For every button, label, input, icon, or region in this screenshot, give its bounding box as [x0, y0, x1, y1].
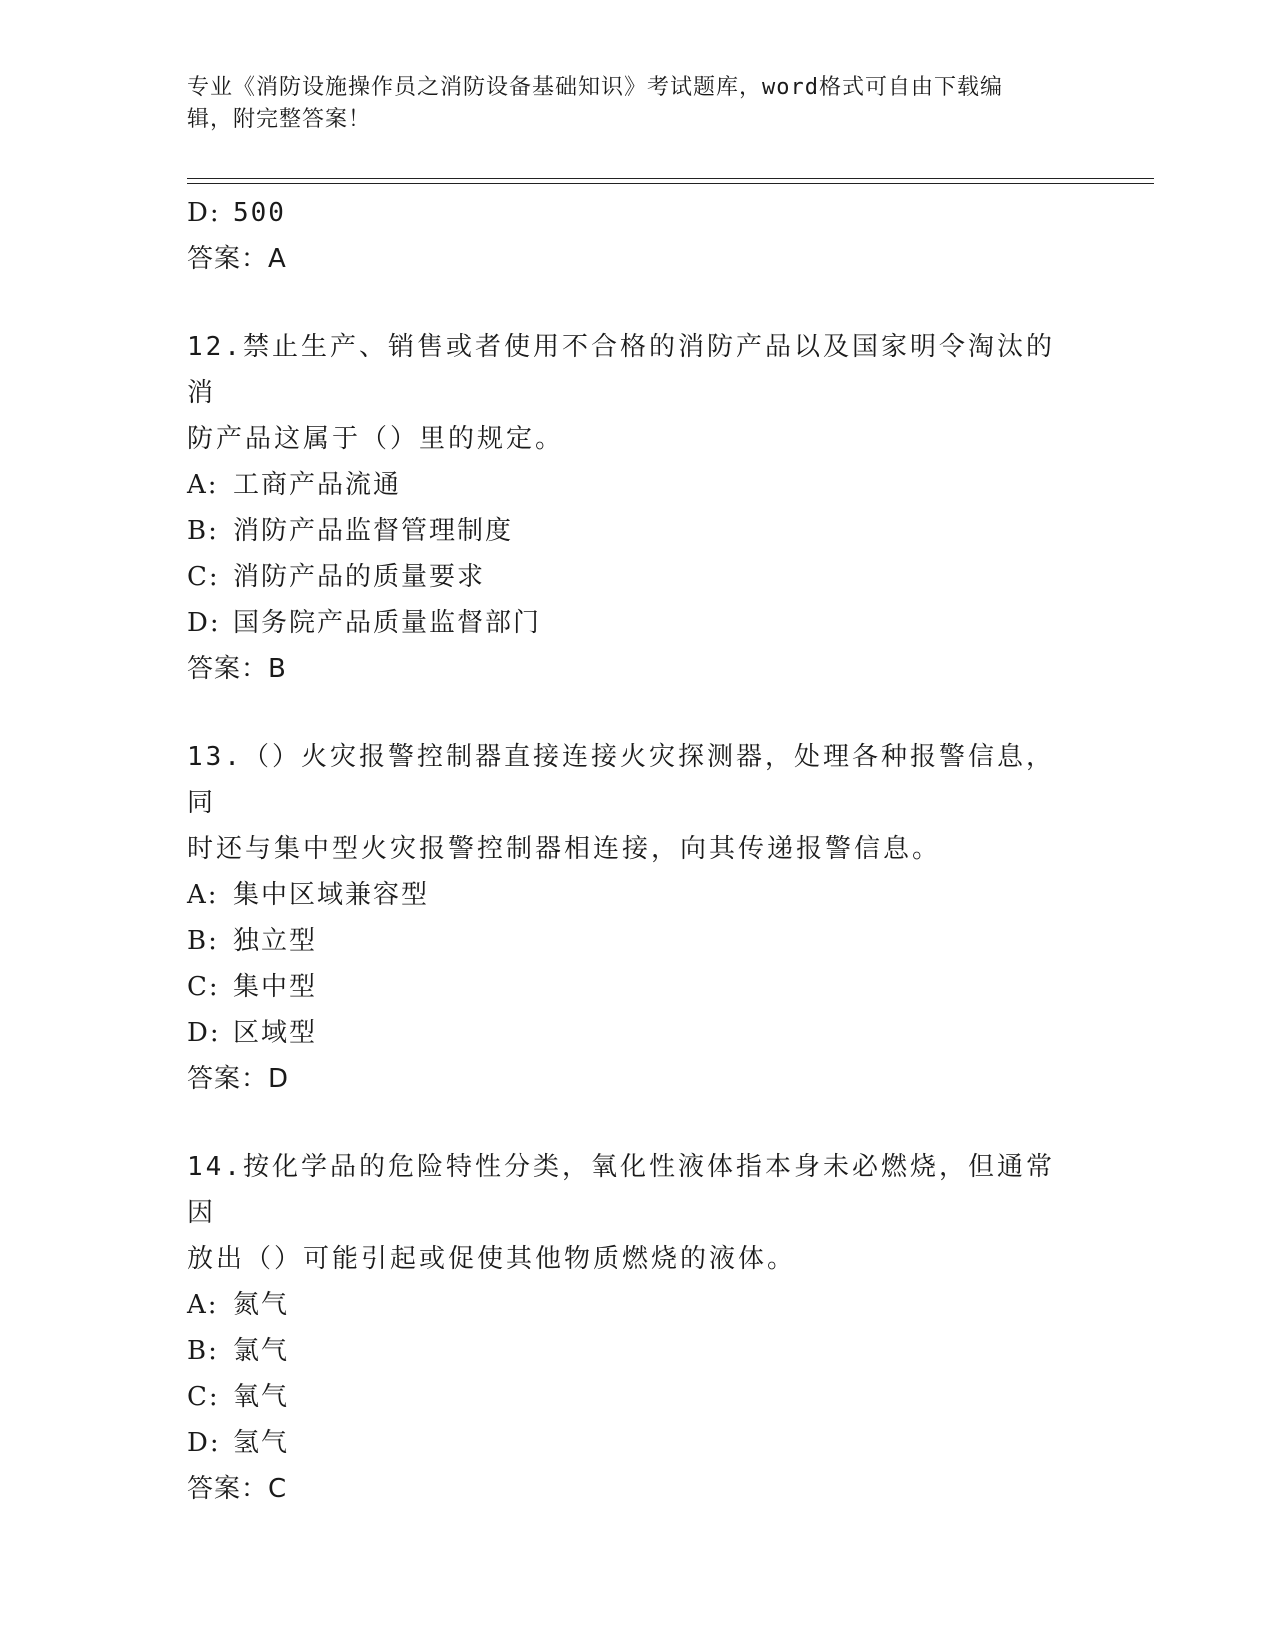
- option-d: [187, 600, 1087, 646]
- stem-line-1: 13.（）火灾报警控制器直接连接火灾探测器，处理各种报警信息，同: [187, 742, 1055, 818]
- option-text: 氮气: [233, 1290, 290, 1320]
- stem-line-2: 防产品这属于（）里的规定。: [187, 424, 565, 454]
- option-a: [187, 872, 1087, 918]
- option-key: C:: [187, 562, 220, 592]
- option-b: [187, 918, 1087, 964]
- stem-line-1: 12.禁止生产、销售或者使用不合格的消防产品以及国家明令淘汰的消: [187, 332, 1055, 408]
- stem-line-2: 时还与集中型火灾报警控制器相连接，向其传递报警信息。: [187, 834, 942, 864]
- question-13: [187, 734, 1087, 1102]
- option-c: [187, 1374, 1087, 1420]
- option-d: [187, 1010, 1087, 1056]
- option-key: D:: [187, 1428, 221, 1458]
- option-text: 集中型: [233, 972, 318, 1002]
- option-text: 工商产品流通: [233, 470, 402, 500]
- option-b: [187, 1328, 1087, 1374]
- option-text: 消防产品监督管理制度: [233, 516, 514, 546]
- option-key: C:: [187, 1382, 220, 1412]
- prev-option-d: [187, 190, 1087, 236]
- option-a: [187, 1282, 1087, 1328]
- option-text: 独立型: [233, 926, 318, 956]
- option-key: B:: [187, 1336, 219, 1366]
- header-divider-top: [187, 178, 1154, 179]
- option-text: 氯气: [233, 1336, 290, 1366]
- option-key: C:: [187, 972, 220, 1002]
- answer: 答案：B: [187, 654, 287, 684]
- option-text: 消防产品的质量要求: [233, 562, 486, 592]
- question-stem: [187, 1144, 1067, 1282]
- option-a: [187, 462, 1087, 508]
- option-text: 氢气: [233, 1428, 290, 1458]
- option-b: [187, 508, 1087, 554]
- option-text: 500: [233, 198, 286, 228]
- answer: 答案：C: [187, 1474, 288, 1504]
- option-key: A:: [187, 880, 219, 910]
- option-key: D:: [187, 1018, 221, 1048]
- stem-line-2: 放出（）可能引起或促使其他物质燃烧的液体。: [187, 1244, 797, 1274]
- question-12: [187, 324, 1087, 692]
- option-key: B:: [187, 516, 219, 546]
- question-stem: [187, 734, 1067, 872]
- option-key: B:: [187, 926, 219, 956]
- option-text: 氧气: [233, 1382, 290, 1412]
- document-header: [187, 72, 1067, 136]
- option-d: [187, 1420, 1087, 1466]
- option-text: 集中区域兼容型: [233, 880, 430, 910]
- header-line-1: 专业《消防设施操作员之消防设备基础知识》考试题库，word格式可自由下载编: [187, 75, 1003, 100]
- question-stem: [187, 324, 1067, 462]
- stem-line-1: 14.按化学品的危险特性分类，氧化性液体指本身未必燃烧，但通常因: [187, 1152, 1055, 1228]
- prev-answer: 答案：A: [187, 244, 287, 274]
- question-14: [187, 1144, 1087, 1512]
- option-text: 国务院产品质量监督部门: [233, 608, 542, 638]
- header-line-2: 辑，附完整答案！: [187, 107, 372, 132]
- option-c: [187, 554, 1087, 600]
- answer: 答案：D: [187, 1064, 290, 1094]
- header-divider-bottom: [187, 183, 1154, 184]
- option-c: [187, 964, 1087, 1010]
- option-key: A:: [187, 1290, 219, 1320]
- document-body: [187, 190, 1087, 1512]
- option-text: 区域型: [233, 1018, 318, 1048]
- option-key: D:: [187, 198, 221, 228]
- option-key: A:: [187, 470, 219, 500]
- option-key: D:: [187, 608, 221, 638]
